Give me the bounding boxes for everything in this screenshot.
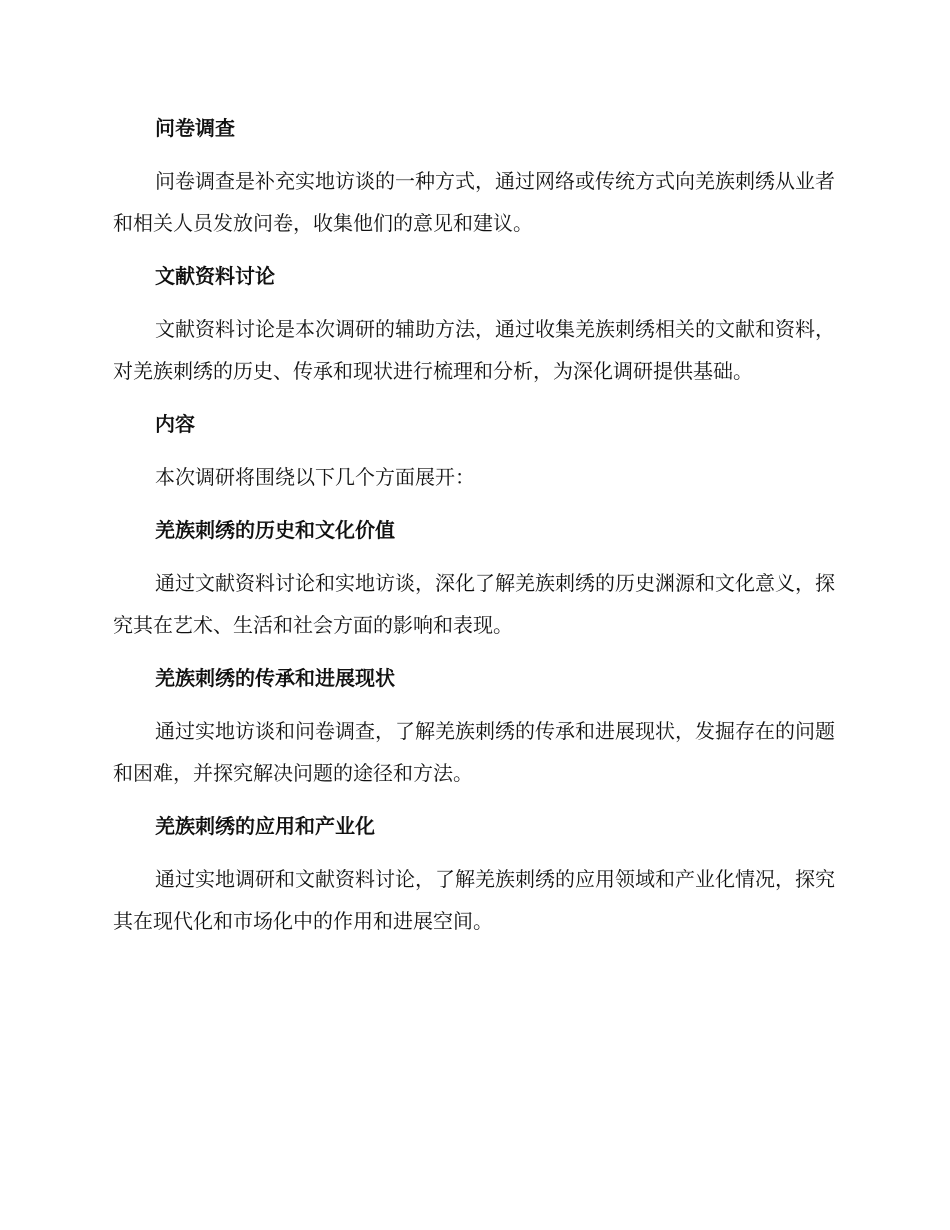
section-paragraph: 通过实地访谈和问卷调查，了解羌族刺绣的传承和进展现状，发掘存在的问题和困难，并探究解决问题的途径和方法。 [113,719,835,785]
document-body [113,108,835,954]
section-paragraph: 文献资料讨论是本次调研的辅助方法，通过收集羌族刺绣相关的文献和资料，对羌族刺绣的历史、传承和现状进行梳理和分析，为深化调研提供基础。 [113,317,835,383]
section-paragraph: 问卷调查是补充实地访谈的一种方式，通过网络或传统方式向羌族刺绣从业者和相关人员发放问卷，收集他们的意见和建议。 [113,169,835,235]
section-heading: 羌族刺绣的历史和文化价值 [155,518,395,542]
section-paragraph: 通过文献资料讨论和实地访谈，深化了解羌族刺绣的历史渊源和文化意义，探究其在艺术、生活和社会方面的影响和表现。 [113,571,835,637]
section-paragraph: 本次调研将围绕以下几个方面展开： [155,465,475,489]
section-heading: 文献资料讨论 [155,264,275,288]
section-heading: 问卷调查 [155,116,235,140]
section-heading: 内容 [155,412,195,436]
section-paragraph: 通过实地调研和文献资料讨论，了解羌族刺绣的应用领域和产业化情况，探究其在现代化和市场化中的作用和进展空间。 [113,867,835,933]
section-heading: 羌族刺绣的应用和产业化 [155,814,375,838]
section-heading: 羌族刺绣的传承和进展现状 [155,666,395,690]
